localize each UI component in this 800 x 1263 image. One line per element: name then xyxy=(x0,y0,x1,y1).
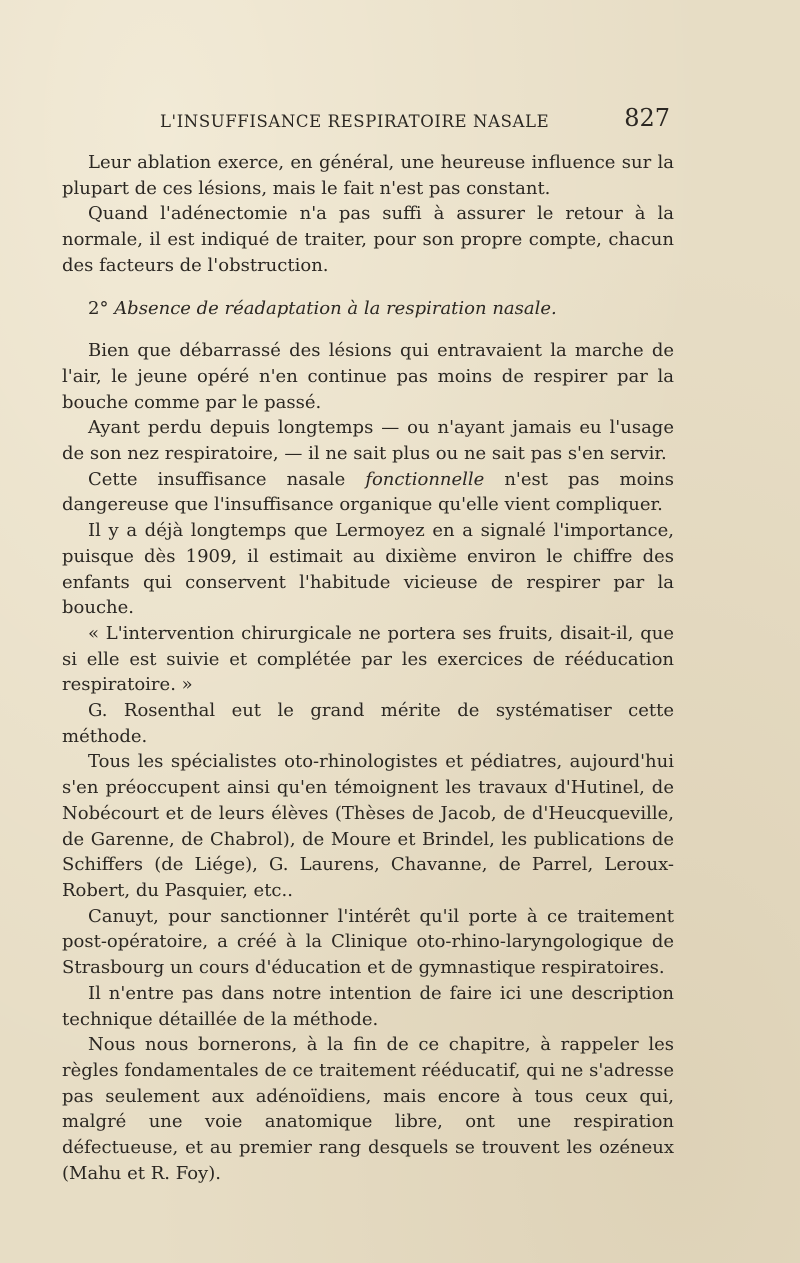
paragraph-rosenthal: G. Rosenthal eut le grand mérite de systématiser cette méthode. xyxy=(62,700,674,747)
section-number: 2° xyxy=(88,297,109,319)
paragraph-text: Cette insuffisance nasale xyxy=(88,468,366,490)
paragraph-canuyt: Canuyt, pour sanctionner l'intérêt qu'il porte à ce traitement post-opératoire, a créé à la Clinique oto-rhino-laryngologique de Strasbourg un cours d'éducation et de gymnastique respiratoires. xyxy=(62,905,674,979)
italic-term: fonctionnelle xyxy=(365,468,485,490)
section-title: Absence de réadaptation à la respiration nasale. xyxy=(114,297,557,319)
paragraph-text: n'est pas moins dangereuse que l'insuffisance organique qu'elle vient compliquer. xyxy=(62,468,675,516)
paragraph-insuffisance-fonctionnelle xyxy=(62,467,674,518)
paragraph-lermoyez: Il y a déjà longtemps que Lermoyez en a signalé l'importance, puisque dès 1909, il estimait au dixième environ le chiffre des enfants qui conservent l'habitude vicieuse de respirer par la bouche. xyxy=(62,520,674,619)
page-number: 827 xyxy=(624,104,670,132)
paragraph-intention: Il n'entre pas dans notre intention de faire ici une description technique détaillée de la méthode. xyxy=(62,982,674,1030)
paragraph-quotation: « L'intervention chirurgicale ne portera ses fruits, disait-il, que si elle est suivie et complétée par les exercices de rééducation respiratoire. » xyxy=(62,622,674,696)
paragraph-bornerons: Nous nous bornerons, à la fin de ce chapitre, à rappeler les règles fondamentales de ce traitement rééducatif, qui ne s'adresse pas seulement aux adénoïdiens, mais encore à tous ceux qui, malgré une voie anatomique libre, ont une respiration défectueuse, et au premier rang desquels se trouvent les ozéneux (Mahu et R. Foy). xyxy=(62,1034,674,1184)
running-header xyxy=(80,104,670,138)
paragraph-ablation: Leur ablation exerce, en général, une heureuse influence sur la plupart de ces lésions, mais le fait n'est pas constant. xyxy=(62,152,674,199)
paragraph-ayant-perdu: Ayant perdu depuis longtemps — ou n'ayant jamais eu l'usage de son nez respiratoire, — il ne sait plus ou ne sait pas s'en servir. xyxy=(62,417,674,465)
paragraph-debarrasse: Bien que débarrassé des lésions qui entravaient la marche de l'air, le jeune opéré n'en continue pas moins de respirer par la bouche comme par le passé. xyxy=(62,340,674,413)
paragraph-adenectomie: Quand l'adénectomie n'a pas suffi à assurer le retour à la normale, il est indiqué de traiter, pour son propre compte, chacun des facteurs de l'obstruction. xyxy=(62,203,674,276)
paragraph-specialistes: Tous les spécialistes oto-rhinologistes et pédiatres, aujourd'hui s'en préoccupent ainsi qu'en témoignent les travaux d'Hutinel, de Nobécourt et de leurs élèves (Thèses de Jacob, de d'Heucqueville, de Garenne, de Chabrol), de Moure et Brindel, les publications de Schiffers (de Liége), G. Laurens, Chavanne, de Parrel, Leroux-Robert, du Pasquier, etc.. xyxy=(62,751,674,901)
section-heading xyxy=(62,296,674,322)
running-title: L'INSUFFISANCE RESPIRATOIRE NASALE xyxy=(160,112,550,131)
body-text xyxy=(62,150,674,1186)
